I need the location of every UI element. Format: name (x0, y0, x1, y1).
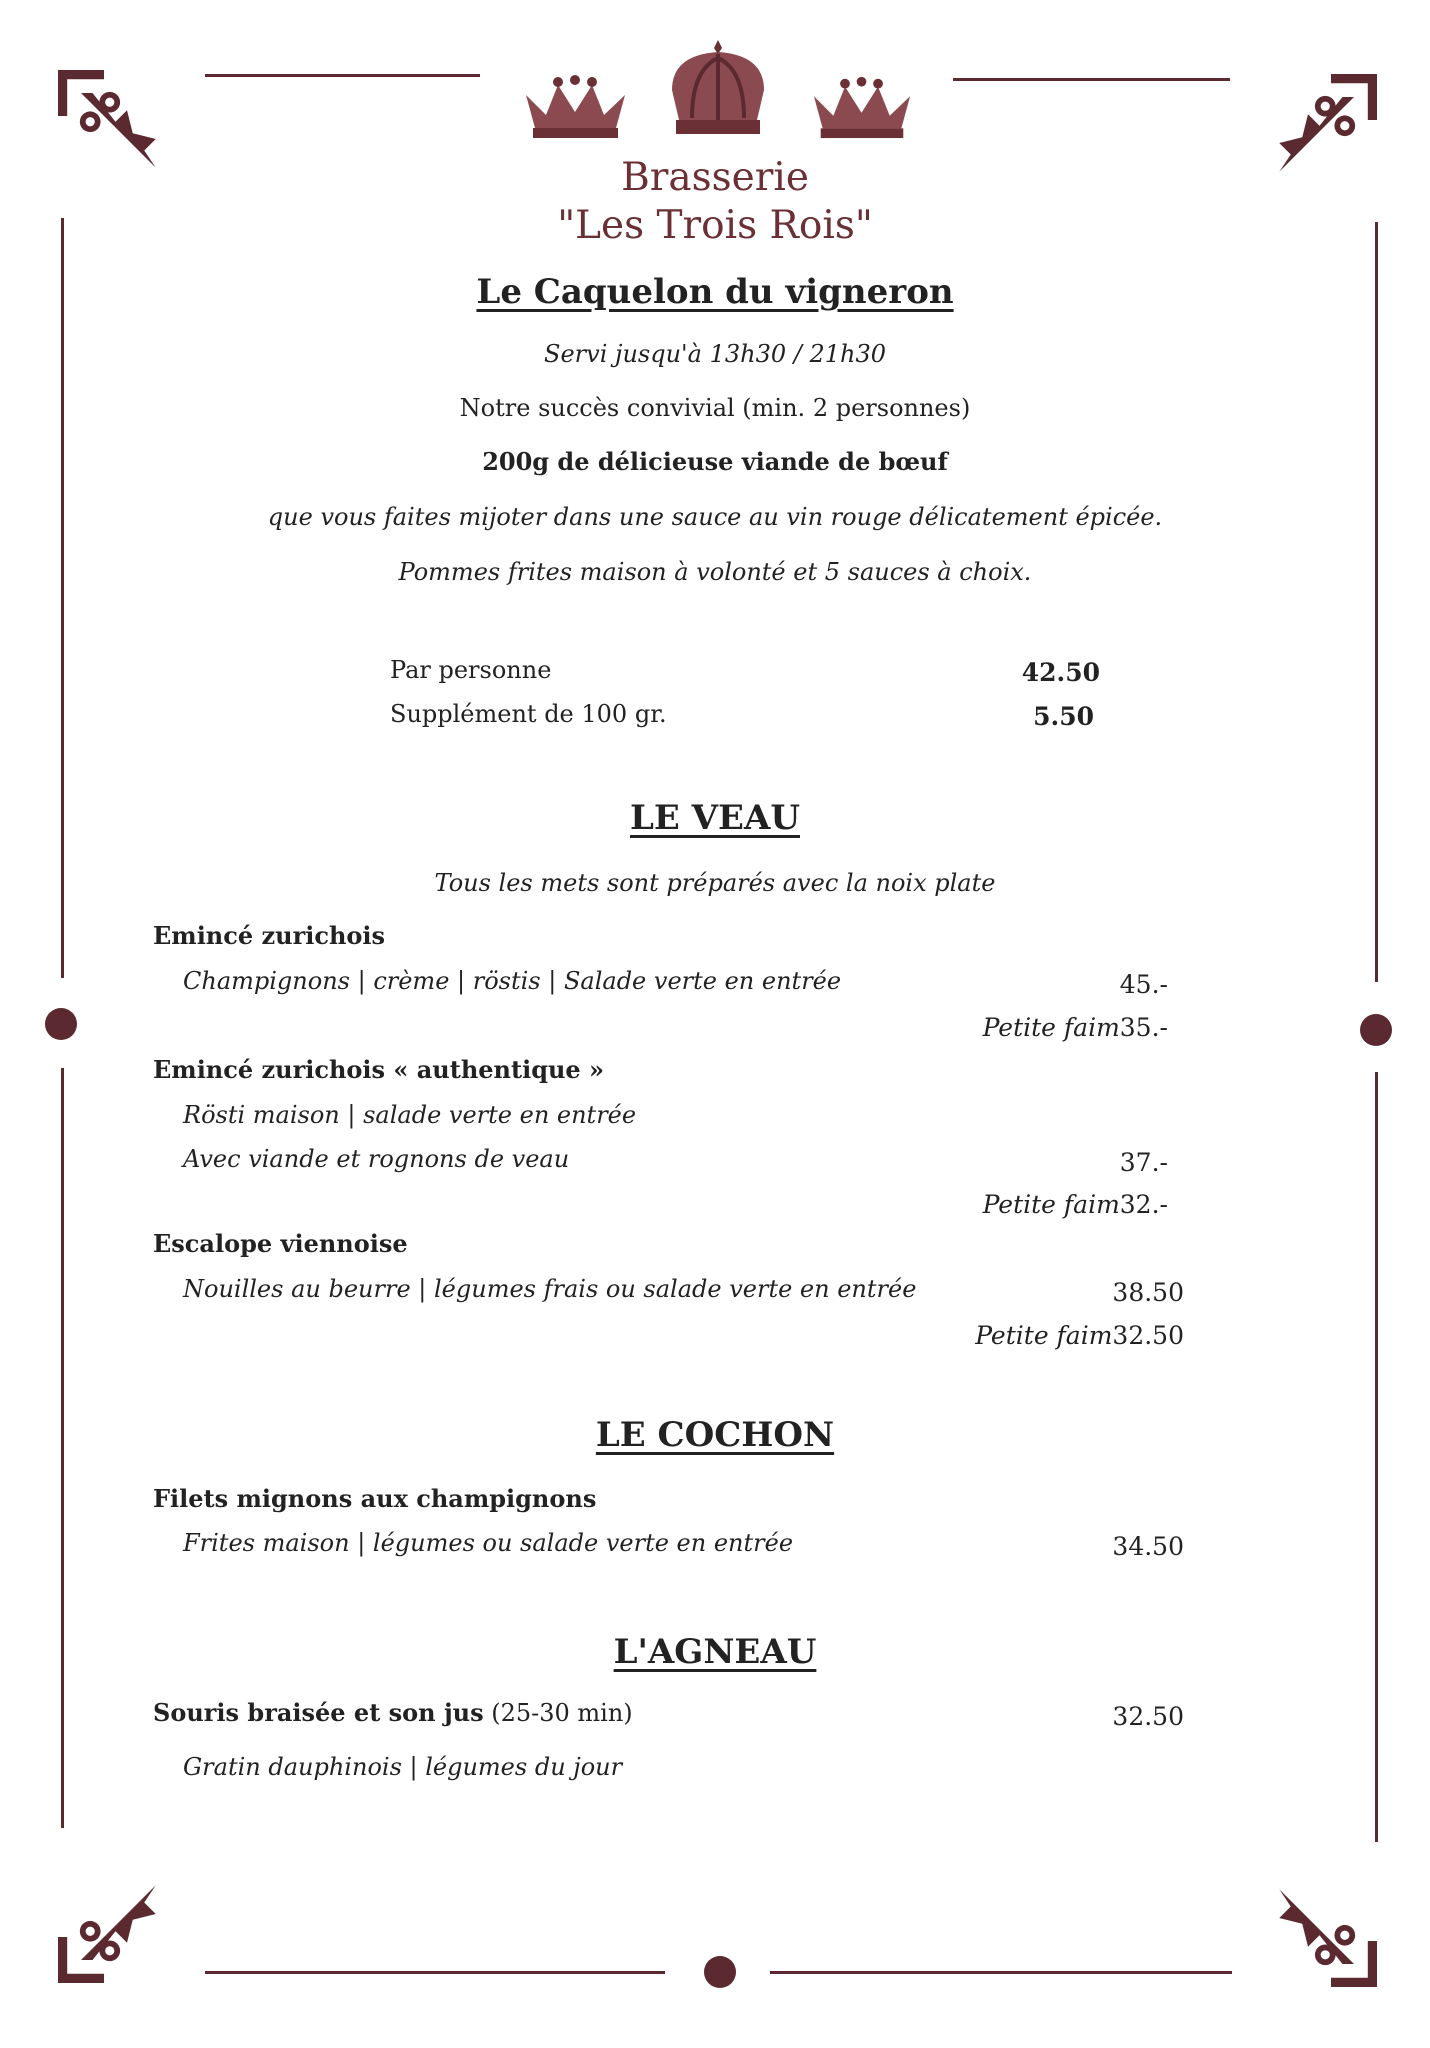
petite-faim-label: Petite faim (975, 1321, 1113, 1350)
menu-item-petite-faim (975, 1321, 1184, 1350)
caquelon-title: Le Caquelon du vigneron (476, 272, 954, 312)
menu-item-duration: (25-30 min) (483, 1699, 633, 1727)
fleur-de-lis-corner-icon (58, 1868, 173, 1983)
caquelon-row-label: Par personne (390, 656, 552, 684)
menu-item-price: 32.50 (1112, 1702, 1184, 1731)
petite-faim-label: Petite faim (982, 1013, 1120, 1042)
frame-top-left-line (205, 74, 480, 77)
caquelon-description-2: Pommes frites maison à volonté et 5 sauces à choix. (398, 558, 1032, 586)
frame-bottom-dot (704, 1956, 736, 1988)
menu-item-name-row (153, 1698, 633, 1727)
fleur-de-lis-corner-icon (1262, 1872, 1377, 1987)
brand-name: Brasserie (621, 155, 809, 200)
petite-faim-price: 35.- (1119, 1013, 1168, 1042)
caquelon-highlight: 200g de délicieuse viande de bœuf (482, 447, 948, 476)
frame-bottom-left-line (205, 1971, 665, 1974)
caquelon-row-price: 42.50 (1021, 658, 1100, 687)
cochon-title: LE COCHON (595, 1415, 835, 1455)
frame-right-dot (1360, 1014, 1392, 1046)
menu-item-description: Champignons | crème | röstis | Salade verte en entrée (183, 967, 842, 995)
menu-item-description: Rösti maison | salade verte en entrée (183, 1101, 637, 1129)
menu-item-petite-faim (983, 1190, 1168, 1219)
frame-right-line-upper (1375, 222, 1378, 982)
menu-item-price: 38.50 (1112, 1278, 1184, 1307)
frame-left-line-upper (61, 218, 64, 978)
agneau-title: L'AGNEAU (613, 1632, 817, 1672)
veau-note: Tous les mets sont préparés avec la noix plate (434, 869, 996, 897)
brand-subtitle: "Les Trois Rois" (557, 203, 873, 248)
frame-left-dot (45, 1008, 77, 1040)
caquelon-served-hours: Servi jusqu'à 13h30 / 21h30 (544, 340, 886, 368)
caquelon-description-1: que vous faites mijoter dans une sauce au vin rouge délicatement épicée. (267, 503, 1163, 531)
petite-faim-label: Petite faim (982, 1190, 1120, 1219)
menu-item-name: Souris braisée et son jus (153, 1698, 484, 1727)
caquelon-row-label: Supplément de 100 gr. (390, 700, 667, 728)
caquelon-row-price: 5.50 (1033, 702, 1094, 731)
menu-item-name: Escalope viennoise (153, 1229, 408, 1258)
frame-right-line-lower (1375, 1072, 1378, 1842)
crown-icon (518, 70, 633, 140)
menu-item-name: Filets mignons aux champignons (153, 1484, 597, 1513)
crown-icon (662, 40, 774, 140)
caquelon-intro: Notre succès convivial (min. 2 personnes) (459, 394, 971, 422)
menu-item-name: Emincé zurichois (153, 921, 386, 950)
menu-item-description: Frites maison | légumes ou salade verte en entrée (183, 1529, 794, 1557)
menu-item-description: Nouilles au beurre | légumes frais ou salade verte en entrée (183, 1275, 917, 1303)
menu-item-description-2: Avec viande et rognons de veau (183, 1145, 570, 1173)
menu-item-petite-faim (983, 1013, 1168, 1042)
frame-top-right-line (953, 78, 1230, 81)
menu-item-description: Gratin dauphinois | légumes du jour (183, 1753, 623, 1781)
menu-item-price: 34.50 (1112, 1532, 1184, 1561)
frame-bottom-right-line (770, 1971, 1232, 1974)
menu-item-price: 37.- (1119, 1148, 1168, 1177)
petite-faim-price: 32.50 (1112, 1321, 1184, 1350)
petite-faim-price: 32.- (1119, 1190, 1168, 1219)
menu-item-name: Emincé zurichois « authentique » (153, 1055, 605, 1084)
veau-title: LE VEAU (630, 798, 800, 838)
crown-icon (806, 72, 918, 140)
menu-item-price: 45.- (1119, 970, 1168, 999)
